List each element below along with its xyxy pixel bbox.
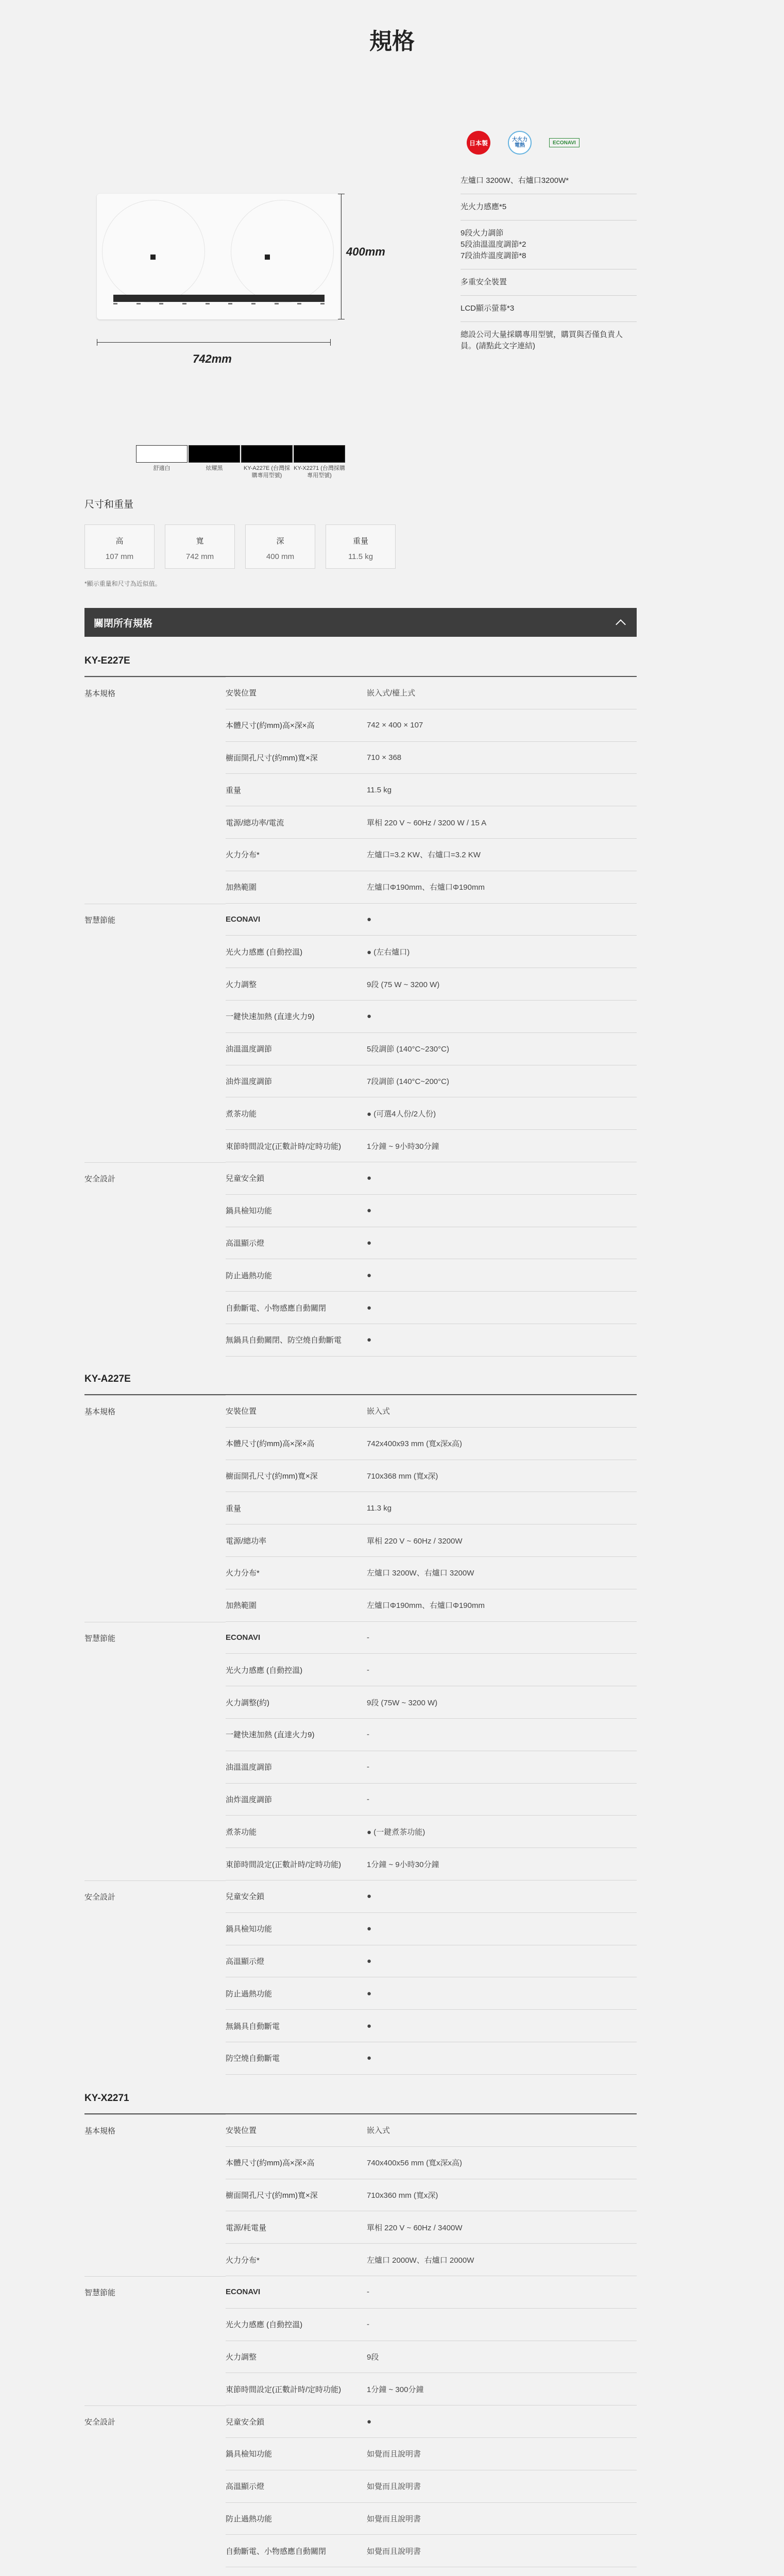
swatch-label: KY-X2271 (台灣採購專用型號) bbox=[294, 465, 345, 479]
swatch-label: KY-A227E (台灣採購專用型號) bbox=[243, 465, 291, 479]
spec-category bbox=[84, 839, 226, 871]
spec-row bbox=[84, 677, 637, 709]
spec-category bbox=[84, 1492, 226, 1524]
spec-row bbox=[84, 1524, 637, 1557]
spec-category: 基本規格 bbox=[84, 677, 226, 709]
cooking-zone-left bbox=[102, 200, 205, 303]
spec-label: 油炸溫度調節 bbox=[226, 1065, 367, 1098]
spec-category bbox=[84, 2535, 226, 2567]
spec-value: 742 × 400 × 107 bbox=[367, 709, 637, 742]
spec-value: ● bbox=[367, 1001, 637, 1033]
spec-category: 智慧節能 bbox=[84, 904, 226, 936]
spec-label: 兒童安全鎖 bbox=[226, 1162, 367, 1195]
spec-value: 左爐口=3.2 KW、右爐口=3.2 KW bbox=[367, 839, 637, 871]
spec-row bbox=[84, 2276, 637, 2309]
spec-value: ● (可選4人份/2人份) bbox=[367, 1097, 637, 1130]
spec-value: 左爐口 2000W、右爐口 2000W bbox=[367, 2244, 637, 2276]
spec-row bbox=[84, 2211, 637, 2244]
spec-category bbox=[84, 1195, 226, 1227]
spec-row bbox=[84, 2010, 637, 2042]
spec-category bbox=[84, 806, 226, 839]
spec-category bbox=[84, 1001, 226, 1033]
spec-category: 智慧節能 bbox=[84, 1622, 226, 1654]
spec-row bbox=[84, 1589, 637, 1622]
spec-category bbox=[84, 2179, 226, 2212]
spec-row bbox=[84, 1033, 637, 1065]
spec-label: 煮茶功能 bbox=[226, 1816, 367, 1848]
spec-value: ● bbox=[367, 2405, 637, 2438]
model-name: KY-X2271 bbox=[84, 2093, 637, 2114]
spec-label: 重量 bbox=[226, 774, 367, 806]
spec-label: 高溫顯示燈 bbox=[226, 1945, 367, 1978]
spec-value: 如覺而且說明書 bbox=[367, 2503, 637, 2535]
spec-row bbox=[84, 2179, 637, 2212]
spec-label: 光火力感應 (自動控溫) bbox=[226, 2309, 367, 2341]
spec-row bbox=[84, 2470, 637, 2503]
spec-category bbox=[84, 1913, 226, 1945]
spec-label: 東節時間設定(正數計時/定時功能) bbox=[226, 2373, 367, 2405]
spec-label: 火力分布* bbox=[226, 839, 367, 871]
spec-value: ● bbox=[367, 2010, 637, 2042]
spec-row bbox=[84, 2567, 637, 2576]
spec-rows bbox=[84, 2114, 637, 2576]
dimension-value: 400 mm bbox=[266, 552, 295, 561]
spec-label: 煮茶功能 bbox=[226, 1097, 367, 1130]
spec-value: ● bbox=[367, 1945, 637, 1978]
spec-category: 安全設計 bbox=[84, 1162, 226, 1195]
spec-value: 左爐口Φ190mm、右爐口Φ190mm bbox=[367, 871, 637, 904]
spec-category bbox=[84, 871, 226, 904]
spec-label: 光火力感應 (自動控溫) bbox=[226, 936, 367, 968]
spec-label: 本體尺寸(約mm)高×深×高 bbox=[226, 1428, 367, 1460]
dimension-label: 重量 bbox=[352, 537, 368, 546]
dimension-card-width bbox=[165, 524, 235, 569]
spec-row bbox=[84, 2244, 637, 2276]
spec-category bbox=[84, 1784, 226, 1816]
cooking-zone-right bbox=[231, 200, 334, 303]
spec-category bbox=[84, 968, 226, 1001]
spec-label: 火力分布* bbox=[226, 1557, 367, 1589]
badge-row bbox=[467, 131, 580, 155]
spec-value: - bbox=[367, 1654, 637, 1686]
spec-row bbox=[84, 1428, 637, 1460]
page-title: 規格 bbox=[369, 29, 415, 54]
spec-row bbox=[84, 936, 637, 968]
spec-category bbox=[84, 1589, 226, 1622]
swatch-chip[interactable] bbox=[189, 445, 240, 463]
spec-label: 安裝位置 bbox=[226, 677, 367, 709]
spec-label: 防止過熱功能 bbox=[226, 1259, 367, 1292]
spec-value: 單相 220 V ~ 60Hz / 3200 W / 15 A bbox=[367, 806, 637, 839]
feature-item: 光火力感應*5 bbox=[461, 194, 637, 221]
spec-value: 單相 220 V ~ 60Hz / 3200W bbox=[367, 1524, 637, 1557]
spec-category bbox=[84, 1428, 226, 1460]
spec-row bbox=[84, 1065, 637, 1098]
spec-row bbox=[84, 2438, 637, 2470]
dimension-label: 深 bbox=[276, 537, 284, 546]
spec-label: 本體尺寸(約mm)高×深×高 bbox=[226, 709, 367, 742]
spec-row bbox=[84, 2147, 637, 2179]
spec-label: 兒童安全鎖 bbox=[226, 2405, 367, 2438]
spec-value: 710x360 mm (寬x深) bbox=[367, 2179, 637, 2212]
spec-table-ky-a227e bbox=[84, 1374, 637, 2075]
zone-marker-left bbox=[150, 255, 156, 260]
spec-row bbox=[84, 2405, 637, 2438]
spec-category bbox=[84, 2373, 226, 2405]
spec-row bbox=[84, 1719, 637, 1751]
spec-value: 如覺而且說明書 bbox=[367, 2438, 637, 2470]
spec-value: 740x400x56 mm (寬x深x高) bbox=[367, 2147, 637, 2179]
spec-row bbox=[84, 806, 637, 839]
width-dimension-label: 742mm bbox=[193, 352, 232, 365]
spec-category bbox=[84, 1816, 226, 1848]
spec-label: 無鍋具自動關閉、防空燒自動斷電 bbox=[226, 1324, 367, 1357]
spec-category: 安全設計 bbox=[84, 1880, 226, 1913]
spec-label: 油溫溫度調節 bbox=[226, 1033, 367, 1065]
spec-label: 一鍵快速加熱 (直達火力9) bbox=[226, 1001, 367, 1033]
spec-row bbox=[84, 2341, 637, 2374]
spec-row bbox=[84, 2535, 637, 2567]
spec-row bbox=[84, 1460, 637, 1493]
dimension-card-depth bbox=[245, 524, 315, 569]
spec-row bbox=[84, 904, 637, 936]
dimension-cards bbox=[84, 524, 396, 569]
spec-value: 742x400x93 mm (寬x深x高) bbox=[367, 1428, 637, 1460]
spec-category bbox=[84, 2211, 226, 2244]
spec-category bbox=[84, 2147, 226, 2179]
spec-row bbox=[84, 968, 637, 1001]
spec-value: ● bbox=[367, 1227, 637, 1260]
spec-value: 左爐口 3200W、右爐口 3200W bbox=[367, 1557, 637, 1589]
spec-category bbox=[84, 1945, 226, 1978]
spec-value: 11.3 kg bbox=[367, 1492, 637, 1524]
spec-label: 櫥面開孔尺寸(約mm)寬×深 bbox=[226, 742, 367, 774]
spec-label: ECONAVI bbox=[226, 904, 367, 936]
spec-value: 嵌入式 bbox=[367, 2114, 637, 2147]
spec-label: 自動斷電、小物感應自動關閉 bbox=[226, 1292, 367, 1324]
spec-row bbox=[84, 2503, 637, 2535]
spec-value bbox=[367, 2567, 637, 2576]
spec-value: 710x368 mm (寬x深) bbox=[367, 1460, 637, 1493]
spec-row bbox=[84, 1977, 637, 2010]
spec-row bbox=[84, 1848, 637, 1880]
spec-category bbox=[84, 2010, 226, 2042]
spec-value: - bbox=[367, 1784, 637, 1816]
spec-category bbox=[84, 2244, 226, 2276]
spec-label: 櫥面開孔尺寸(約mm)寬×深 bbox=[226, 2179, 367, 2212]
spec-label: 自動斷電、小物感應自動關閉 bbox=[226, 2535, 367, 2567]
collapse-all-specs-button[interactable] bbox=[84, 608, 637, 637]
spec-label: 兒童安全鎖 bbox=[226, 1880, 367, 1913]
spec-category bbox=[84, 2309, 226, 2341]
color-swatches bbox=[136, 445, 346, 479]
spec-value: - bbox=[367, 1719, 637, 1751]
spec-label: 櫥面開孔尺寸(約mm)寬×深 bbox=[226, 1460, 367, 1493]
spec-label: 鍋具檢知功能 bbox=[226, 1913, 367, 1945]
spec-category bbox=[84, 2470, 226, 2503]
spec-value: 9段 (75 W ~ 3200 W) bbox=[367, 968, 637, 1001]
spec-value: 7段調節 (140°C~200°C) bbox=[367, 1065, 637, 1098]
spec-table-ky-e227e bbox=[84, 655, 637, 1357]
spec-label: 油炸溫度調節 bbox=[226, 1784, 367, 1816]
spec-row bbox=[84, 742, 637, 774]
spec-value: 5段調節 (140°C~230°C) bbox=[367, 1033, 637, 1065]
spec-label: 東節時間設定(正數計時/定時功能) bbox=[226, 1848, 367, 1880]
spec-value: 1分鐘 ~ 9小時30分鐘 bbox=[367, 1130, 637, 1162]
spec-value: ● bbox=[367, 2042, 637, 2075]
spec-value: ● bbox=[367, 904, 637, 936]
spec-label: 安裝位置 bbox=[226, 2114, 367, 2147]
dimension-note: *顯示重量和尺寸為近似值。 bbox=[84, 580, 161, 587]
dimension-card-weight bbox=[326, 524, 396, 569]
spec-label: ECONAVI bbox=[226, 2276, 367, 2309]
spec-label: 火力調整(約) bbox=[226, 1686, 367, 1719]
spec-category bbox=[84, 1654, 226, 1686]
spec-category bbox=[84, 2438, 226, 2470]
control-buttons bbox=[113, 303, 325, 307]
spec-row bbox=[84, 1227, 637, 1260]
spec-label: 防止過熱功能 bbox=[226, 2503, 367, 2535]
spec-label: 高溫顯示燈 bbox=[226, 2470, 367, 2503]
feature-item: 左爐口 3200W、右爐口3200W* bbox=[461, 168, 637, 194]
swatch-x2271[interactable] bbox=[294, 445, 345, 479]
spec-category bbox=[84, 1751, 226, 1784]
spec-value: ● bbox=[367, 1292, 637, 1324]
spec-label: 鍋具檢知功能 bbox=[226, 1195, 367, 1227]
spec-row bbox=[84, 1784, 637, 1816]
swatch-chip[interactable] bbox=[241, 445, 293, 463]
spec-rows bbox=[84, 677, 637, 1357]
spec-label: 安裝位置 bbox=[226, 1395, 367, 1428]
spec-label: 火力調整 bbox=[226, 968, 367, 1001]
spec-value: ● (一鍵煮茶功能) bbox=[367, 1816, 637, 1848]
feature-list bbox=[461, 168, 637, 359]
chevron-up-icon bbox=[616, 619, 626, 630]
spec-value: - bbox=[367, 1751, 637, 1784]
zone-marker-right bbox=[265, 255, 270, 260]
spec-label: 電源/耗電量 bbox=[226, 2211, 367, 2244]
feature-link[interactable]: 總設公司大量採購專用型號，購買與否僅負責人員。(請點此文字連結) bbox=[461, 330, 623, 350]
model-name: KY-E227E bbox=[84, 655, 637, 677]
spec-value: 如覺而且說明書 bbox=[367, 2470, 637, 2503]
spec-label: 防空燒自動斷電 bbox=[226, 2042, 367, 2075]
feature-item: 多重安全裝置 bbox=[461, 269, 637, 296]
spec-category bbox=[84, 1259, 226, 1292]
spec-value: ● bbox=[367, 1195, 637, 1227]
spec-category bbox=[84, 1686, 226, 1719]
spec-row bbox=[84, 2373, 637, 2405]
spec-value: 嵌入式/檯上式 bbox=[367, 677, 637, 709]
width-dimension-line bbox=[97, 342, 331, 343]
spec-category bbox=[84, 2042, 226, 2075]
spec-category bbox=[84, 1065, 226, 1098]
swatch-a227e[interactable] bbox=[241, 445, 293, 479]
swatch-chip[interactable] bbox=[136, 445, 188, 463]
spec-value: 9段 (75W ~ 3200 W) bbox=[367, 1686, 637, 1719]
spec-row bbox=[84, 774, 637, 806]
spec-value: ● bbox=[367, 1324, 637, 1357]
model-name: KY-A227E bbox=[84, 1374, 637, 1395]
spec-category: 基本規格 bbox=[84, 1395, 226, 1428]
spec-label: 鍋具檢知功能 bbox=[226, 2438, 367, 2470]
spec-value: 710 × 368 bbox=[367, 742, 637, 774]
spec-label: ECONAVI bbox=[226, 1622, 367, 1654]
spec-rows bbox=[84, 1395, 637, 2075]
spec-row bbox=[84, 1395, 637, 1428]
spec-category bbox=[84, 1033, 226, 1065]
spec-label: 高溫顯示燈 bbox=[226, 1227, 367, 1260]
spec-row bbox=[84, 1259, 637, 1292]
swatch-chip[interactable] bbox=[294, 445, 345, 463]
spec-category bbox=[84, 1292, 226, 1324]
spec-value: ● (左右爐口) bbox=[367, 936, 637, 968]
spec-row bbox=[84, 839, 637, 871]
spec-label: 電源/總功率 bbox=[226, 1524, 367, 1557]
spec-label: 東節時間設定(正數計時/定時功能) bbox=[226, 1130, 367, 1162]
spec-value: ● bbox=[367, 1162, 637, 1195]
spec-banner-label: 關閉所有規格 bbox=[94, 618, 153, 629]
spec-label: 加熱範圍 bbox=[226, 871, 367, 904]
height-dimension-label: 400mm bbox=[346, 245, 385, 258]
spec-label bbox=[226, 2567, 367, 2576]
spec-category bbox=[84, 742, 226, 774]
spec-label: 火力調整 bbox=[226, 2341, 367, 2374]
dimension-value: 107 mm bbox=[105, 552, 134, 561]
spec-value: - bbox=[367, 1622, 637, 1654]
spec-row bbox=[84, 1686, 637, 1719]
spec-category bbox=[84, 709, 226, 742]
spec-row bbox=[84, 1557, 637, 1589]
spec-label: 加熱範圍 bbox=[226, 1589, 367, 1622]
spec-value: ● bbox=[367, 1913, 637, 1945]
spec-row bbox=[84, 2042, 637, 2075]
swatch-white[interactable] bbox=[136, 445, 188, 479]
spec-category bbox=[84, 1557, 226, 1589]
spec-label: 防止過熱功能 bbox=[226, 1977, 367, 2010]
dimension-card-height bbox=[84, 524, 155, 569]
spec-category bbox=[84, 1848, 226, 1880]
spec-category bbox=[84, 1324, 226, 1357]
spec-value: 11.5 kg bbox=[367, 774, 637, 806]
dimension-label: 高 bbox=[115, 537, 124, 546]
spec-category bbox=[84, 1460, 226, 1493]
spec-category bbox=[84, 1130, 226, 1162]
dimension-value: 742 mm bbox=[185, 552, 214, 561]
spec-value: ● bbox=[367, 1977, 637, 2010]
spec-row bbox=[84, 2114, 637, 2147]
high-power-badge: 大火力 電熱 bbox=[508, 131, 532, 155]
spec-category bbox=[84, 1977, 226, 2010]
spec-label: 重量 bbox=[226, 1492, 367, 1524]
spec-row bbox=[84, 1913, 637, 1945]
spec-value: 單相 220 V ~ 60Hz / 3400W bbox=[367, 2211, 637, 2244]
dimensions-title: 尺寸和重量 bbox=[84, 499, 134, 510]
spec-row bbox=[84, 1622, 637, 1654]
spec-label: 光火力感應 (自動控溫) bbox=[226, 1654, 367, 1686]
spec-row bbox=[84, 1751, 637, 1784]
product-image bbox=[97, 194, 340, 319]
height-dimension-line bbox=[341, 194, 342, 319]
spec-category: 基本規格 bbox=[84, 2114, 226, 2147]
spec-row bbox=[84, 871, 637, 904]
spec-category: 安全設計 bbox=[84, 2405, 226, 2438]
spec-row bbox=[84, 709, 637, 742]
spec-value: 1分鐘 ~ 9小時30分鐘 bbox=[367, 1848, 637, 1880]
econavi-badge: ECONAVI bbox=[549, 138, 580, 147]
dimension-label: 寬 bbox=[196, 537, 204, 546]
spec-value: 如覺而且說明書 bbox=[367, 2535, 637, 2567]
spec-category bbox=[84, 1719, 226, 1751]
spec-row bbox=[84, 1130, 637, 1162]
spec-category bbox=[84, 1227, 226, 1260]
spec-table-ky-x2271 bbox=[84, 2093, 637, 2576]
spec-row bbox=[84, 1097, 637, 1130]
spec-label: 電源/總功率/電流 bbox=[226, 806, 367, 839]
spec-label: 無鍋具自動斷電 bbox=[226, 2010, 367, 2042]
spec-value: 9段 bbox=[367, 2341, 637, 2374]
spec-row bbox=[84, 1292, 637, 1324]
spec-row bbox=[84, 1324, 637, 1357]
spec-value: 嵌入式 bbox=[367, 1395, 637, 1428]
spec-category bbox=[84, 936, 226, 968]
spec-category: 智慧節能 bbox=[84, 2276, 226, 2309]
swatch-label: 舒適白 bbox=[153, 465, 171, 471]
spec-row bbox=[84, 1195, 637, 1227]
spec-label: 油溫溫度調節 bbox=[226, 1751, 367, 1784]
spec-value: - bbox=[367, 2309, 637, 2341]
spec-category bbox=[84, 1524, 226, 1557]
spec-value: 1分鐘 ~ 300分鐘 bbox=[367, 2373, 637, 2405]
swatch-label: 炫耀黑 bbox=[206, 465, 223, 471]
spec-row bbox=[84, 2309, 637, 2341]
feature-item: 9段火力調節 5段油溫溫度調節*2 7段油炸溫度調節*8 bbox=[461, 221, 637, 269]
spec-value: - bbox=[367, 2276, 637, 2309]
spec-row bbox=[84, 1816, 637, 1848]
swatch-black[interactable] bbox=[189, 445, 240, 479]
feature-item: LCD顯示螢幕*3 bbox=[461, 296, 637, 322]
spec-category bbox=[84, 2567, 226, 2576]
spec-category bbox=[84, 2503, 226, 2535]
spec-row bbox=[84, 1492, 637, 1524]
spec-row bbox=[84, 1162, 637, 1195]
spec-label: 火力分布* bbox=[226, 2244, 367, 2276]
spec-value: ● bbox=[367, 1259, 637, 1292]
spec-row bbox=[84, 1654, 637, 1686]
spec-row bbox=[84, 1001, 637, 1033]
made-in-japan-badge: 日本製 bbox=[467, 131, 490, 155]
dimension-value: 11.5 kg bbox=[348, 552, 373, 561]
spec-category bbox=[84, 2341, 226, 2374]
spec-row bbox=[84, 1945, 637, 1978]
spec-value: ● bbox=[367, 1880, 637, 1913]
spec-value: 左爐口Φ190mm、右爐口Φ190mm bbox=[367, 1589, 637, 1622]
control-panel bbox=[113, 295, 325, 302]
spec-row bbox=[84, 1880, 637, 1913]
spec-category bbox=[84, 774, 226, 806]
spec-category bbox=[84, 1097, 226, 1130]
spec-label: 一鍵快速加熱 (直達火力9) bbox=[226, 1719, 367, 1751]
spec-label: 本體尺寸(約mm)高×深×高 bbox=[226, 2147, 367, 2179]
